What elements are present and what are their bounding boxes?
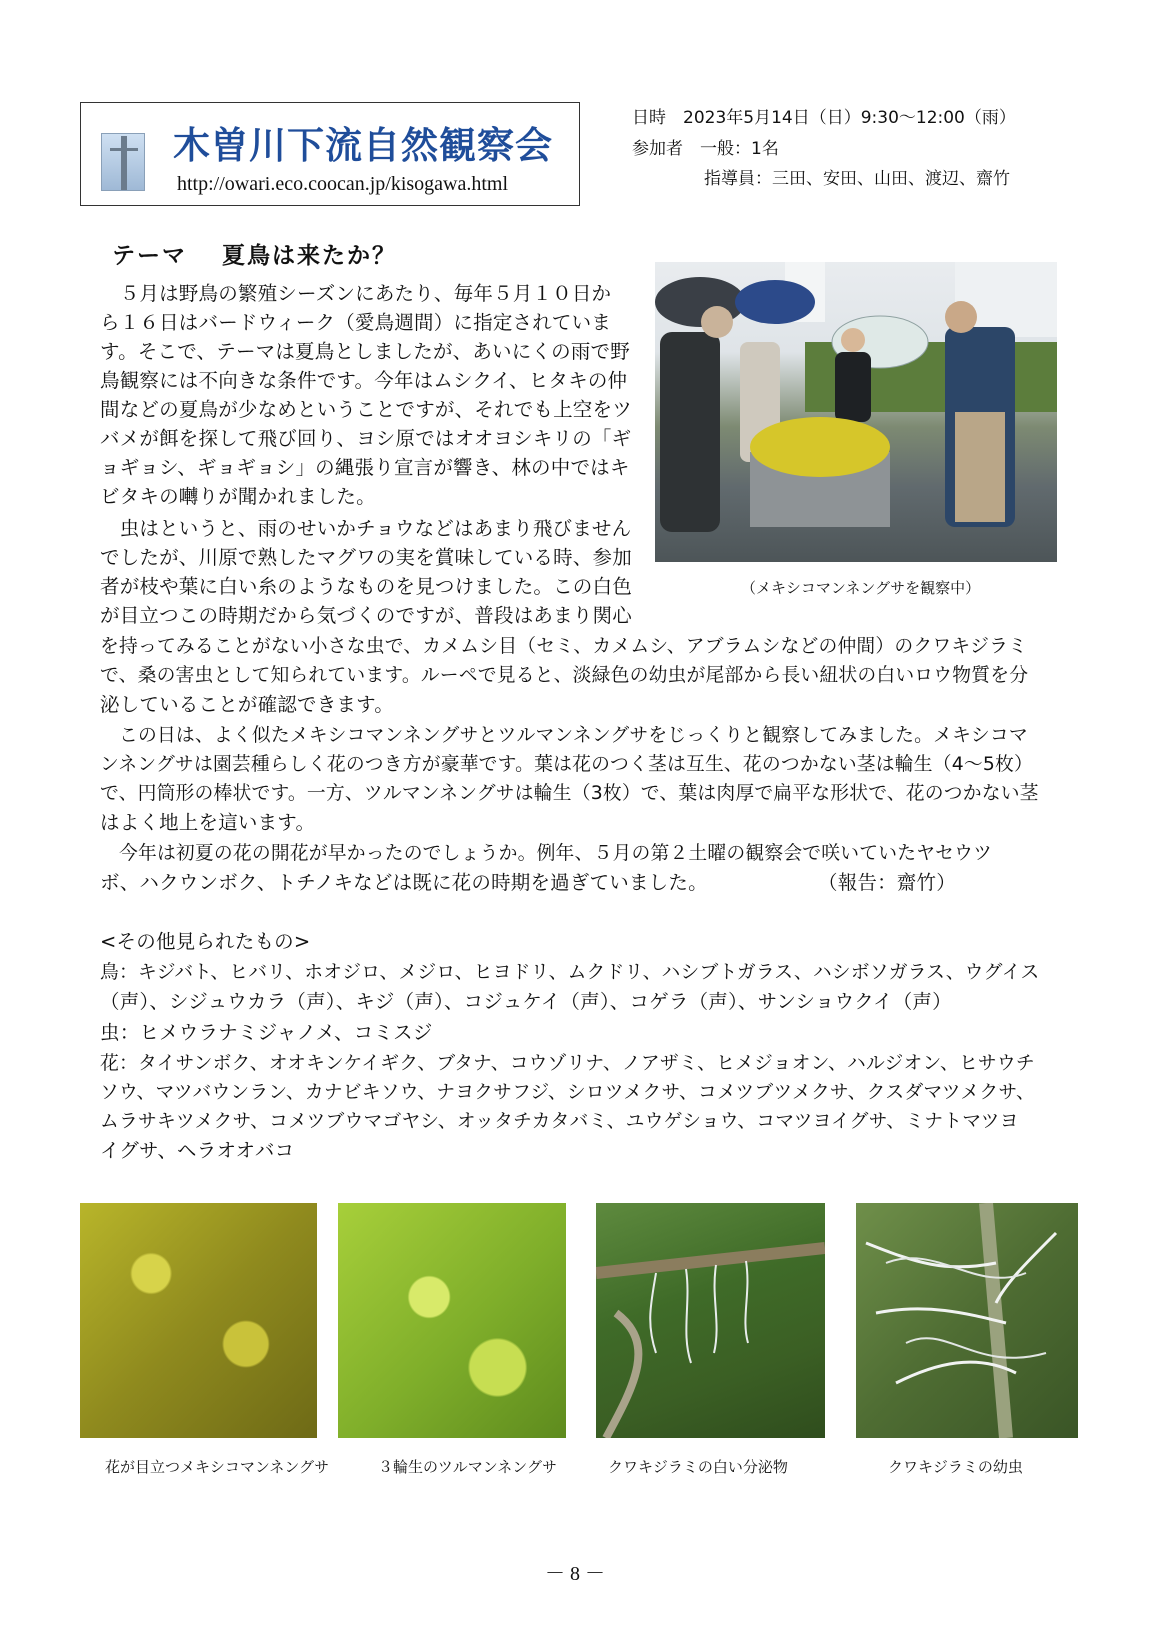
- others-line: 花：タイサンボク、オオキンケイギク、ブタナ、コウゾリナ、ノアザミ、ヒメジョオン、ハルジオン、ヒサウチ: [100, 1053, 1035, 1074]
- tower-shaft: [121, 136, 127, 190]
- others-heading: <その他見られたもの>: [100, 930, 311, 953]
- website-url[interactable]: http://owari.eco.coocan.jp/kisogawa.html: [177, 173, 509, 195]
- body-line: バメが餌を探して飛び回り、ヨシ原ではオオヨシキリの「ギ: [100, 427, 632, 450]
- photo-mexican-stonecrop: [80, 1203, 317, 1438]
- body-line: でしたが、川原で熟したマグワの実を賞味している時、参加: [100, 546, 632, 569]
- body-line: ボ、ハクウンボク、トチノキなどは既に花の時期を過ぎていました。: [100, 871, 708, 894]
- photo-psyllid-secretion: [596, 1203, 825, 1438]
- body-line: ョギョシ、ギョギョシ」の縄張り宣言が響き、林の中ではキ: [100, 456, 630, 479]
- photo-caption: クワキジラミの幼虫: [888, 1458, 1023, 1476]
- guides: 指導員：三田、安田、山田、渡辺、齋竹: [704, 169, 1010, 189]
- photo-psyllid-nymph: [856, 1203, 1078, 1438]
- page-title: 木曽川下流自然観察会: [173, 124, 553, 167]
- nymph-illustration: [856, 1203, 1078, 1438]
- body-line: ら１６日はバードウィーク（愛鳥週間）に指定されていま: [100, 311, 612, 334]
- body-line: す。そこで、テーマは夏鳥としましたが、あいにくの雨で野: [100, 340, 630, 363]
- branch-illustration: [596, 1203, 825, 1438]
- body-line: が目立つこの時期だから気づくのですが、普段はあまり関心: [100, 604, 632, 627]
- body-line: ５月は野鳥の繁殖シーズンにあたり、毎年５月１０日か: [100, 282, 612, 305]
- photo-caption: 花が目立つメキシコマンネングサ: [105, 1458, 330, 1476]
- tower-logo-icon: [101, 133, 145, 191]
- photo-caption: ３輪生のツルマンネングサ: [378, 1458, 557, 1476]
- photo-tsuru-mannengusa: [338, 1203, 566, 1438]
- others-line: イグサ、ヘラオオバコ: [100, 1139, 295, 1162]
- participants: 参加者 一般：1名: [632, 139, 779, 159]
- report-credit: （報告：齋竹）: [818, 871, 956, 894]
- main-photo-caption: （メキシコマンネングサを観察中）: [741, 579, 981, 597]
- body-line: で、桑の害虫として知られています。ルーペで見ると、淡緑色の幼虫が尾部から長い紐状の白いロウ物質を分: [100, 665, 1029, 686]
- event-date: 日時 2023年5月14日（日）9:30～12:00（雨）: [632, 108, 1016, 128]
- header-box: [80, 102, 580, 206]
- observation-photo: [655, 262, 1057, 562]
- body-line: 間などの夏鳥が少なめということですが、それでも上空をツ: [100, 398, 632, 421]
- body-line: で、円筒形の棒状です。一方、ツルマンネングサは輪生（3枚）で、葉は肉厚で扁平な形状で、花のつかない茎: [100, 783, 1039, 804]
- others-line: ムラサキツメクサ、コメツブウマゴヤシ、オッタチカタバミ、ユウゲショウ、コマツヨイグサ、ミナトマツヨ: [100, 1111, 1019, 1132]
- body-line: 鳥観察には不向きな条件です。今年はムシクイ、ヒタキの仲: [100, 369, 628, 392]
- body-line: 泌していることが確認できます。: [100, 693, 394, 716]
- photo-caption: クワキジラミの白い分泌物: [608, 1458, 788, 1476]
- body-line: ビタキの囀りが聞かれました。: [100, 485, 376, 508]
- body-line: 虫はというと、雨のせいかチョウなどはあまり飛びません: [100, 517, 632, 540]
- others-line: （声）、シジュウカラ（声）、キジ（声）、コジュケイ（声）、コゲラ（声）、サンショウクイ（声）: [100, 990, 952, 1013]
- body-line: この日は、よく似たメキシコマンネングサとツルマンネングサをじっくりと観察してみました。メキシコマ: [100, 725, 1028, 746]
- others-line: ソウ、マツバウンラン、カナビキソウ、ナヨクサフジ、シロツメクサ、コメツブツメクサ、クスダマツメクサ、: [100, 1082, 1035, 1103]
- body-line: はよく地上を這います。: [100, 811, 316, 834]
- body-line: 今年は初夏の花の開花が早かったのでしょうか。例年、５月の第２土曜の観察会で咲いていたヤセウツ: [100, 843, 993, 864]
- tower-crossbar: [110, 148, 138, 151]
- body-line: ンネングサは園芸種らしく花のつき方が豪華です。葉は花のつく茎は互生、花のつかない茎は輪生（4～5枚）: [100, 754, 1033, 775]
- theme-heading: テーマ 夏鳥は来たか？: [112, 243, 398, 269]
- body-line: を持ってみることがない小さな虫で、カメムシ目（セミ、カメムシ、アブラムシなどの仲間）のクワキジラミ: [100, 636, 1028, 657]
- observation-photo-illustration: [655, 262, 1057, 562]
- body-line: 者が枝や葉に白い糸のようなものを見つけました。この白色: [100, 575, 632, 598]
- others-line: 鳥：キジバト、ヒバリ、ホオジロ、メジロ、ヒヨドリ、ムクドリ、ハシブトガラス、ハシボソガラス、ウグイス: [100, 962, 1040, 983]
- others-line: 虫：ヒメウラナミジャノメ、コミスジ: [100, 1021, 433, 1044]
- page-number: － 8 －: [545, 1563, 605, 1585]
